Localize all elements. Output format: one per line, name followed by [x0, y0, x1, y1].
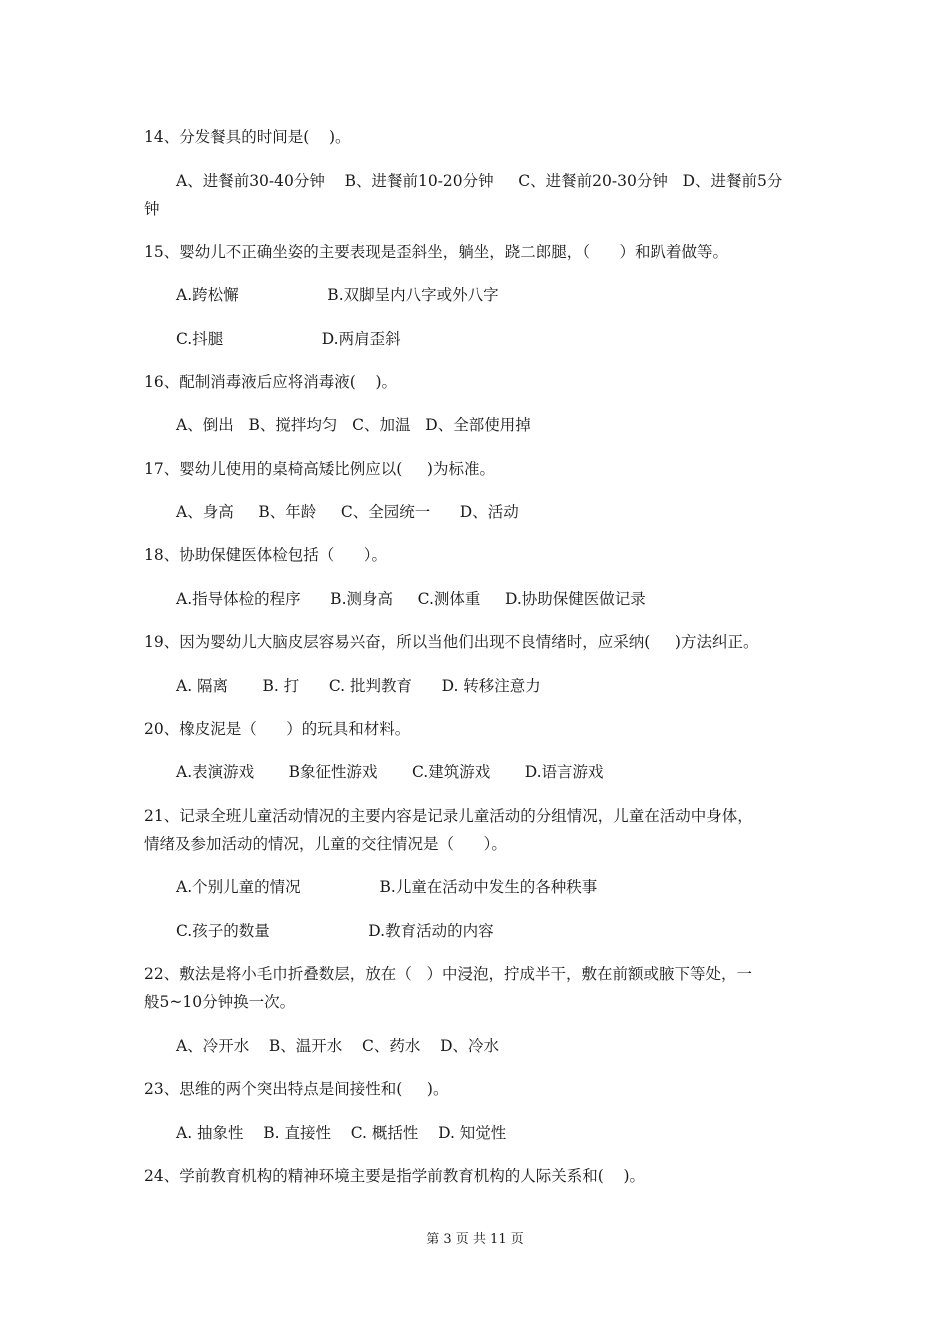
- question-14-options-wrap: 钟: [144, 200, 160, 218]
- question-23-options: A. 抽象性 B. 直接性 C. 概括性 D. 知觉性: [176, 1124, 507, 1142]
- question-21-stem: 21、记录全班儿童活动情况的主要内容是记录儿童活动的分组情况，儿童在活动中身体，: [144, 807, 753, 825]
- question-22-stem-cont: 般5~10分钟换一次。: [144, 993, 296, 1011]
- question-18-options: A.指导体检的程序 B.测身高 C.测体重 D.协助保健医做记录: [176, 590, 646, 608]
- question-16-options: A、倒出 B、搅拌均匀 C、加温 D、全部使用掉: [176, 416, 531, 434]
- question-19-options: A. 隔离 B. 打 C. 批判教育 D. 转移注意力: [176, 677, 541, 695]
- question-23-stem: 23、思维的两个突出特点是间接性和( )。: [144, 1080, 449, 1098]
- question-15-options-row1: A.跨松懈 B.双脚呈内八字或外八字: [176, 286, 499, 304]
- question-14-stem: 14、分发餐具的时间是( )。: [144, 128, 351, 146]
- question-22-options: A、冷开水 B、温开水 C、药水 D、冷水: [176, 1037, 499, 1055]
- question-22-stem: 22、敷法是将小毛巾折叠数层，放在（ ）中浸泡，拧成半干，敷在前额或腋下等处，一: [144, 965, 753, 983]
- question-21-options-row2: C.孩子的数量 D.教育活动的内容: [176, 922, 494, 940]
- question-17-stem: 17、婴幼儿使用的桌椅高矮比例应以( )为标准。: [144, 460, 495, 478]
- question-20-stem: 20、橡皮泥是（ ）的玩具和材料。: [144, 720, 411, 738]
- question-19-stem: 19、因为婴幼儿大脑皮层容易兴奋，所以当他们出现不良情绪时，应采纳( )方法纠正。: [144, 633, 759, 651]
- question-21-options-row1: A.个别儿童的情况 B.儿童在活动中发生的各种秩事: [176, 878, 598, 896]
- question-18-stem: 18、协助保健医体检包括（ ）。: [144, 546, 388, 564]
- page-number-footer: 第 3 页 共 11 页: [426, 1232, 524, 1247]
- question-17-options: A、身高 B、年龄 C、全园统一 D、活动: [176, 503, 519, 521]
- question-15-options-row2: C.抖腿 D.两肩歪斜: [176, 330, 401, 348]
- question-21-stem-cont: 情绪及参加活动的情况，儿童的交往情况是（ ）。: [144, 835, 507, 853]
- question-24-stem: 24、学前教育机构的精神环境主要是指学前教育机构的人际关系和( )。: [144, 1167, 646, 1185]
- question-16-stem: 16、配制消毒液后应将消毒液( )。: [144, 373, 398, 391]
- question-15-stem: 15、婴幼儿不正确坐姿的主要表现是歪斜坐，躺坐，跷二郎腿，（ ）和趴着做等。: [144, 243, 729, 261]
- question-14-options: A、进餐前30-40分钟 B、进餐前10-20分钟 C、进餐前20-30分钟 D、进餐前5分: [176, 172, 783, 190]
- question-20-options: A.表演游戏 B象征性游戏 C.建筑游戏 D.语言游戏: [176, 763, 604, 781]
